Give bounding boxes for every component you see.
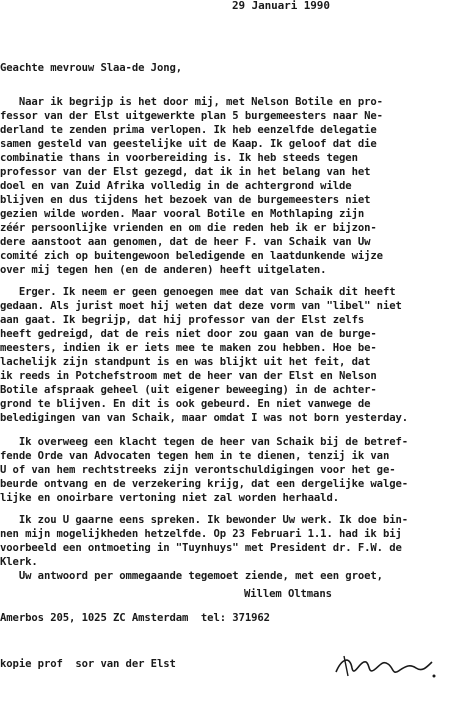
body-line: doel en van Zuid Afrika volledig in de achtergrond wilde: [0, 180, 352, 192]
body-line: Naar ik begrijp is het door mij, met Nelson Botile en pro-: [0, 96, 383, 108]
sender-address: Amerbos 205, 1025 ZC Amsterdam tel: 371962: [0, 612, 270, 624]
body-line: gezien wilde worden. Maar vooral Botile en Mothlaping zijn: [0, 208, 365, 220]
copy-note: kopie prof sor van der Elst: [0, 658, 176, 670]
body-line: beledigingen van van Schaik, maar omdat I was not born yesterday.: [0, 412, 409, 424]
body-line: Ik zou U gaarne eens spreken. Ik bewonder Uw werk. Ik doe bin-: [0, 514, 409, 526]
body-line: professor van der Elst gezegd, dat ik in het belang van het: [0, 166, 371, 178]
body-line: Klerk.: [0, 556, 38, 568]
body-line: nen mijn mogelijkheden hetzelfde. Op 23 Februari 1.1. had ik bij: [0, 528, 402, 540]
body-line: Uw antwoord per ommegaande tegemoet ziende, met een groet,: [0, 570, 383, 582]
body-line: gedaan. Als jurist moet hij weten dat deze vorm van "libel" niet: [0, 300, 402, 312]
body-line: ik reeds in Potchefstroom met de heer van der Elst en Nelson: [0, 370, 377, 382]
body-line: lijke en onoirbare vertoning niet zal worden herhaald.: [0, 492, 340, 504]
body-line: blijven en dus tijdens het bezoek van de burgemeesters niet: [0, 194, 371, 206]
body-line: Botile afspraak geheel (uit eigener beweeging) in de achter-: [0, 384, 377, 396]
salutation: Geachte mevrouw Slaa-de Jong,: [0, 62, 183, 74]
body-line: samen gesteld van geestelijke uit de Kaap. Ik geloof dat die: [0, 138, 377, 150]
body-line: combinatie thans in voorbereiding is. Ik heb steeds tegen: [0, 152, 358, 164]
letter-date: 29 Januari 1990: [232, 0, 330, 12]
body-line: fessor van der Elst uitgewerkte plan 5 burgemeesters naar Ne-: [0, 110, 383, 122]
sender-name: Willem Oltmans: [244, 588, 332, 600]
body-line: grond te blijven. En dit is ook gebeurd. En niet vanwege de: [0, 398, 371, 410]
body-line: comité zich op buitengewoon beledigende en laatdunkende wijze: [0, 250, 383, 262]
body-line: dere aanstoot aan genomen, dat de heer F. van Schaik van Uw: [0, 236, 371, 248]
body-line: zéér persoonlijke vrienden en om die reden heb ik er bijzon-: [0, 222, 377, 234]
body-line: Ik overweeg een klacht tegen de heer van Schaik bij de betref-: [0, 436, 409, 448]
body-line: fende Orde van Advocaten tegen hem in te dienen, tenzij ik van: [0, 450, 390, 462]
handwritten-signature: [330, 650, 440, 684]
body-line: derland te zenden prima verlopen. Ik heb eenzelfde delegatie: [0, 124, 377, 136]
body-line: lachelijk zijn standpunt is en was blijkt uit het feit, dat: [0, 356, 371, 368]
body-line: aan gaat. Ik begrijp, dat hij professor van der Elst zelfs: [0, 314, 365, 326]
body-line: meesters, indien ik er iets mee te maken zou hebben. Hoe be-: [0, 342, 377, 354]
body-line: over mij tegen hen (en de anderen) heeft uitgelaten.: [0, 264, 327, 276]
body-line: heeft gedreigd, dat de reis niet door zou gaan van de burge-: [0, 328, 377, 340]
body-line: U of van hem rechtstreeks zijn verontschuldigingen voor het ge-: [0, 464, 396, 476]
body-line: voorbeeld een ontmoeting in "Tuynhuys" met President dr. F.W. de: [0, 542, 402, 554]
body-line: Erger. Ik neem er geen genoegen mee dat van Schaik dit heeft: [0, 286, 396, 298]
body-line: beurde ontvang en de verzekering krijg, dat een dergelijke walge-: [0, 478, 409, 490]
